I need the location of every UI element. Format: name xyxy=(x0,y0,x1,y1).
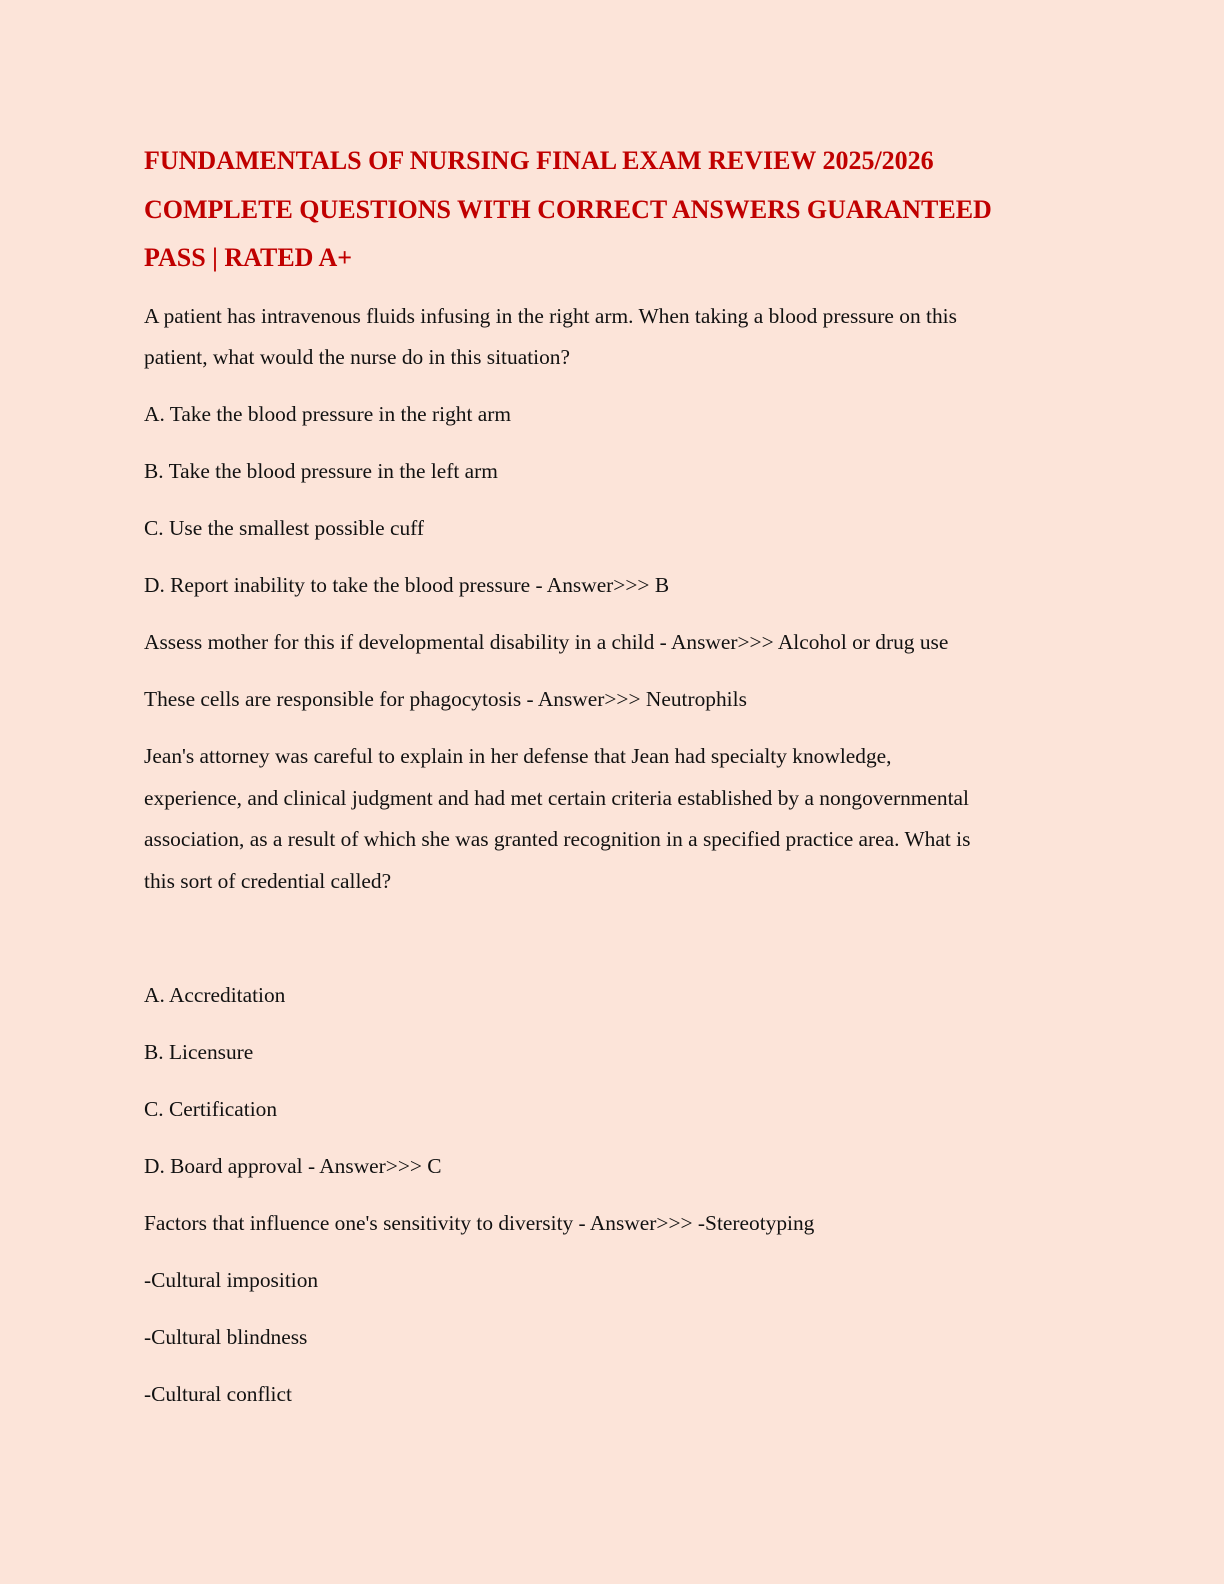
question-5 xyxy=(144,1203,1074,1416)
document-body xyxy=(144,296,1074,1416)
answer-option: C. Use the smallest possible cuff xyxy=(144,516,425,540)
question-stem-line: this sort of credential called? xyxy=(144,868,392,893)
answer-list-item: -Cultural blindness xyxy=(144,1325,308,1349)
answer-option: A. Accreditation xyxy=(144,983,286,1007)
question-stem-line: association, as a result of which she was granted recognition in a specified practice area. What is xyxy=(144,827,971,851)
question-1 xyxy=(144,296,1074,607)
title-line: COMPLETE QUESTIONS WITH CORRECT ANSWERS GUARANTEED xyxy=(144,194,992,224)
title-line: FUNDAMENTALS OF NURSING FINAL EXAM REVIEW 2025/2026 xyxy=(144,146,934,175)
document-title xyxy=(144,137,1084,283)
question-stem-line: patient, what would the nurse do in this situation? xyxy=(144,345,570,369)
title-line: PASS | RATED A+ xyxy=(144,243,353,272)
answer-option: B. Licensure xyxy=(144,1040,254,1064)
answer-list-item: -Cultural imposition xyxy=(144,1268,319,1292)
question-4 xyxy=(144,736,1074,1188)
question-stem-line: A patient has intravenous fluids infusing in the right arm. When taking a blood pressure on this xyxy=(144,303,957,328)
answer-option: C. Certification xyxy=(144,1097,278,1121)
answer-option: D. Board approval - Answer>>> C xyxy=(144,1154,442,1178)
question-stem-line: Jean's attorney was careful to explain in her defense that Jean had specialty knowledge, xyxy=(144,744,892,768)
answer-option: A. Take the blood pressure in the right arm xyxy=(144,402,512,426)
answer-list-item: -Cultural conflict xyxy=(144,1382,292,1406)
question-2: Assess mother for this if developmental disability in a child - Answer>>> Alcohol or drug use xyxy=(144,630,949,654)
answer-option: D. Report inability to take the blood pressure - Answer>>> B xyxy=(144,573,670,597)
question-stem-line: experience, and clinical judgment and had met certain criteria established by a nongovernmental xyxy=(144,785,969,810)
answer-option: B. Take the blood pressure in the left arm xyxy=(144,459,498,483)
question-line: Factors that influence one's sensitivity to diversity - Answer>>> -Stereotyping xyxy=(144,1211,815,1235)
question-3: These cells are responsible for phagocytosis - Answer>>> Neutrophils xyxy=(144,687,747,711)
